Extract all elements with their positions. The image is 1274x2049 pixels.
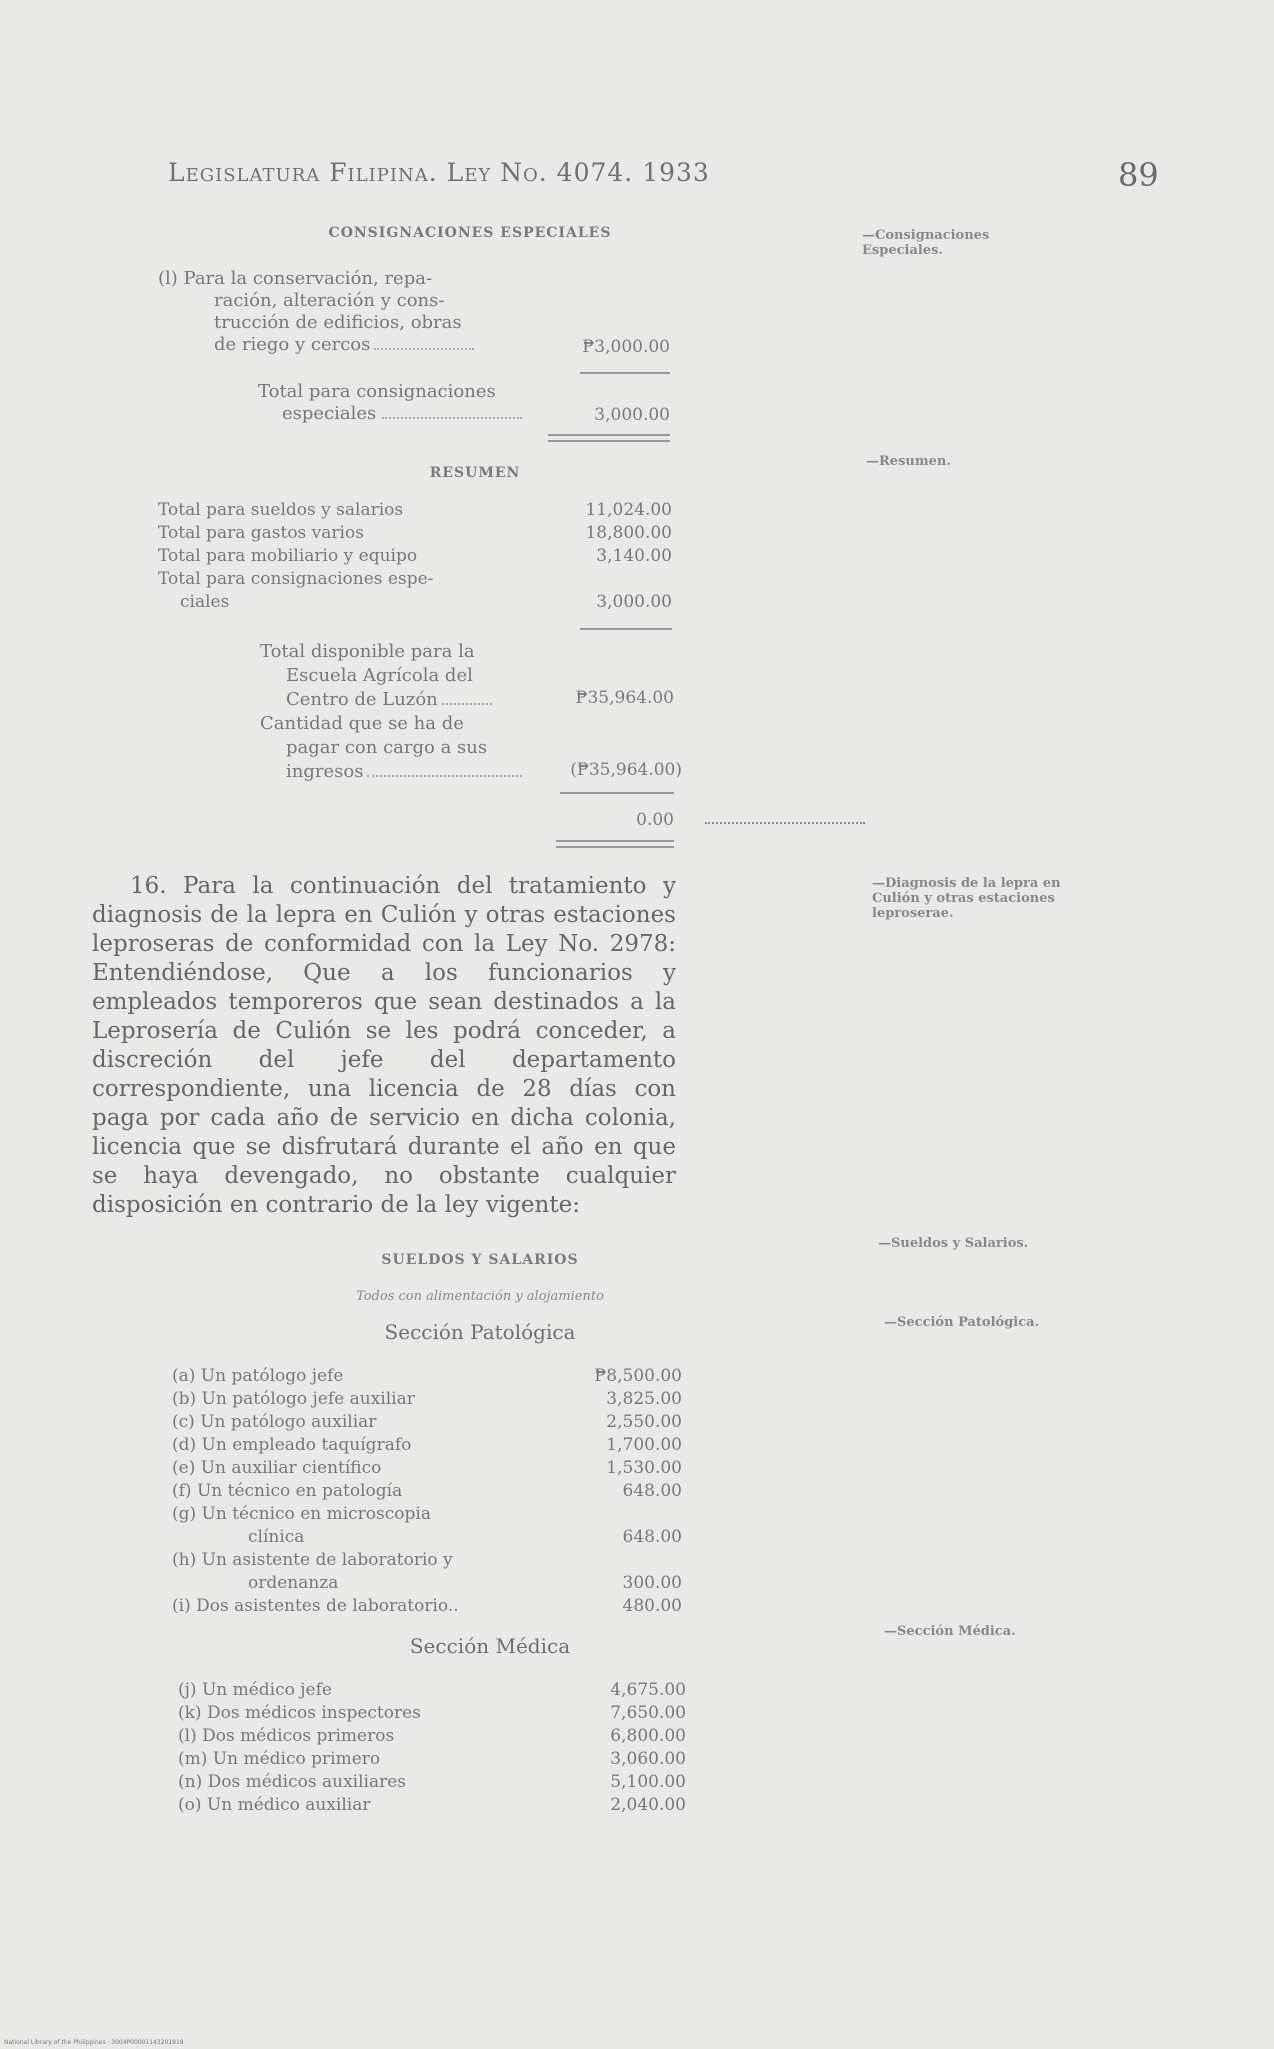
patologica-row bbox=[172, 1481, 682, 1504]
page-number: 89 bbox=[1118, 156, 1159, 194]
resumen-row bbox=[158, 569, 672, 592]
row-label: (f) Un técnico en patología bbox=[172, 1481, 403, 1501]
disponible-line: Escuela Agrícola del bbox=[286, 665, 473, 686]
row-label: (j) Un médico jefe bbox=[178, 1680, 332, 1700]
patologica-row bbox=[172, 1458, 682, 1481]
leader-dots bbox=[374, 348, 474, 350]
row-amount: 3,140.00 bbox=[596, 546, 672, 566]
row-amount: 3,825.00 bbox=[606, 1389, 682, 1409]
cantidad-amount: (₱35,964.00) bbox=[570, 760, 682, 780]
cantidad-label: ingresos bbox=[286, 761, 364, 782]
running-head: Legislatura Filipina. Ley No. 4074. 1933 bbox=[168, 158, 710, 187]
item-line: ración, alteración y cons- bbox=[214, 290, 445, 311]
row-label: (m) Un médico primero bbox=[178, 1749, 381, 1769]
patologica-row bbox=[248, 1573, 682, 1596]
disponible-amount: ₱35,964.00 bbox=[575, 688, 674, 708]
row-amount: 300.00 bbox=[622, 1573, 682, 1593]
cantidad-line: pagar con cargo a sus bbox=[286, 737, 488, 758]
row-label: (d) Un empleado taquígrafo bbox=[172, 1435, 412, 1455]
dotted-leader bbox=[705, 822, 865, 824]
cantidad-line: Cantidad que se ha de bbox=[260, 713, 464, 734]
medica-row bbox=[178, 1680, 686, 1703]
patologica-row bbox=[172, 1504, 682, 1527]
row-amount: 7,650.00 bbox=[610, 1703, 686, 1723]
page-header bbox=[168, 156, 1159, 198]
row-label: ordenanza bbox=[248, 1573, 339, 1593]
row-amount: 480.00 bbox=[622, 1596, 682, 1616]
row-label: Total para consignaciones espe- bbox=[158, 569, 434, 589]
row-amount: 4,675.00 bbox=[610, 1680, 686, 1700]
double-rule bbox=[548, 434, 670, 436]
item-line: trucción de edificios, obras bbox=[214, 312, 462, 333]
medica-row bbox=[178, 1726, 686, 1749]
row-label: (n) Dos médicos auxiliares bbox=[178, 1772, 407, 1792]
row-label: (e) Un auxiliar científico bbox=[172, 1458, 382, 1478]
leader-dots bbox=[382, 417, 522, 419]
row-label: clínica bbox=[248, 1527, 305, 1547]
row-amount: 3,060.00 bbox=[610, 1749, 686, 1769]
medica-title: Sección Médica bbox=[409, 1634, 571, 1658]
rule bbox=[580, 372, 670, 374]
medica-row bbox=[178, 1703, 686, 1726]
total-line bbox=[258, 403, 522, 425]
margin-note-resumen: —Resumen. bbox=[866, 454, 951, 469]
row-label: (h) Un asistente de laboratorio y bbox=[172, 1550, 453, 1570]
especiales-item-amount: ₱3,000.00 bbox=[582, 337, 670, 357]
total-label: especiales bbox=[282, 403, 377, 424]
row-label: (c) Un patólogo auxiliar bbox=[172, 1412, 377, 1432]
margin-note-lepra: —Diagnosis de la lepra en Culión y otras estaciones leproserae. bbox=[872, 876, 1061, 921]
especiales-total-amount: 3,000.00 bbox=[594, 405, 670, 425]
rule bbox=[560, 792, 674, 794]
patologica-row bbox=[172, 1412, 682, 1435]
row-amount: 1,700.00 bbox=[606, 1435, 682, 1455]
row-label: (i) Dos asistentes de laboratorio.. bbox=[172, 1596, 459, 1616]
margin-note-patologica: —Sección Patológica. bbox=[884, 1315, 1040, 1330]
double-rule bbox=[548, 440, 670, 442]
medica-row bbox=[178, 1772, 686, 1795]
resumen-row bbox=[158, 523, 672, 546]
row-amount: 6,800.00 bbox=[610, 1726, 686, 1746]
final-amount: 0.00 bbox=[636, 810, 674, 830]
section-16-paragraph: 16. Para la continuación del tratamiento y diagnosis de la lepra en Culión y otras estaciones leproseras de conformidad con la Ley No. 2978: Entendiéndose, Que a los funcionarios y empleados temporeros que sean destinados a la Leprosería de Culión se les podrá conceder, a discreción del jefe del departamento correspondiente, una licencia de 28 días con paga por cada año de servicio en dicha colonia, licencia que se disfrutará durante el año en que se haya devengado, no obstante cualquier disposición en contrario de la ley vigente: bbox=[92, 873, 676, 1218]
row-amount: 3,000.00 bbox=[596, 592, 672, 612]
item-label: de riego y cercos bbox=[214, 334, 371, 355]
double-rule bbox=[556, 846, 674, 848]
disponible-line bbox=[260, 688, 522, 712]
row-label: Total para mobiliario y equipo bbox=[158, 546, 418, 566]
row-label: Total para sueldos y salarios bbox=[158, 500, 404, 520]
sueldos-subheading: Todos con alimentación y alojamiento bbox=[356, 1289, 604, 1304]
row-label: (l) Dos médicos primeros bbox=[178, 1726, 395, 1746]
leader-dots bbox=[367, 775, 522, 777]
rule bbox=[580, 628, 672, 630]
row-amount: 18,800.00 bbox=[585, 523, 672, 543]
row-amount: 648.00 bbox=[622, 1481, 682, 1501]
sueldos-heading: SUELDOS Y SALARIOS bbox=[381, 1252, 579, 1268]
margin-note-sueldos: —Sueldos y Salarios. bbox=[878, 1236, 1029, 1251]
double-rule bbox=[556, 840, 674, 842]
row-label: (b) Un patólogo jefe auxiliar bbox=[172, 1389, 415, 1409]
resumen-heading: RESUMEN bbox=[429, 465, 521, 481]
total-line: Total para consignaciones bbox=[258, 381, 496, 402]
row-label: ciales bbox=[180, 592, 230, 612]
row-amount: 648.00 bbox=[622, 1527, 682, 1547]
patologica-row bbox=[172, 1550, 682, 1573]
resumen-row bbox=[158, 500, 672, 523]
item-line: (l) Para la conservación, repa- bbox=[158, 268, 433, 289]
row-amount: 2,550.00 bbox=[606, 1412, 682, 1432]
especiales-item bbox=[158, 268, 474, 356]
patologica-title: Sección Patológica bbox=[384, 1320, 576, 1344]
row-label: Total para gastos varios bbox=[158, 523, 364, 543]
especiales-total bbox=[258, 381, 522, 425]
row-label: (k) Dos médicos inspectores bbox=[178, 1703, 421, 1723]
resumen-row bbox=[180, 592, 672, 615]
leader-dots bbox=[442, 703, 492, 705]
item-line bbox=[158, 334, 474, 356]
resumen-row bbox=[158, 546, 672, 569]
disponible-block bbox=[260, 640, 522, 784]
patologica-row bbox=[172, 1596, 682, 1619]
especiales-heading: CONSIGNACIONES ESPECIALES bbox=[328, 225, 612, 241]
row-amount: 1,530.00 bbox=[606, 1458, 682, 1478]
scan-footer: National Library of the Philippines · 3004P00001143201918 bbox=[4, 2039, 184, 2046]
row-amount: 11,024.00 bbox=[585, 500, 672, 520]
patologica-row bbox=[248, 1527, 682, 1550]
row-label: (o) Un médico auxiliar bbox=[178, 1795, 371, 1815]
patologica-row bbox=[172, 1389, 682, 1412]
patologica-row bbox=[172, 1435, 682, 1458]
margin-note-especiales: —Consignaciones Especiales. bbox=[862, 228, 990, 258]
row-amount: 5,100.00 bbox=[610, 1772, 686, 1792]
disponible-line: Total disponible para la bbox=[260, 641, 475, 662]
row-label: (a) Un patólogo jefe bbox=[172, 1366, 344, 1386]
disponible-label: Centro de Luzón bbox=[286, 689, 438, 710]
row-label: (g) Un técnico en microscopia bbox=[172, 1504, 431, 1524]
margin-note-medica: —Sección Médica. bbox=[884, 1624, 1016, 1639]
row-amount: ₱8,500.00 bbox=[594, 1366, 682, 1386]
row-amount: 2,040.00 bbox=[610, 1795, 686, 1815]
medica-row bbox=[178, 1795, 686, 1818]
patologica-row bbox=[172, 1366, 682, 1389]
medica-row bbox=[178, 1749, 686, 1772]
cantidad-line bbox=[260, 760, 522, 784]
